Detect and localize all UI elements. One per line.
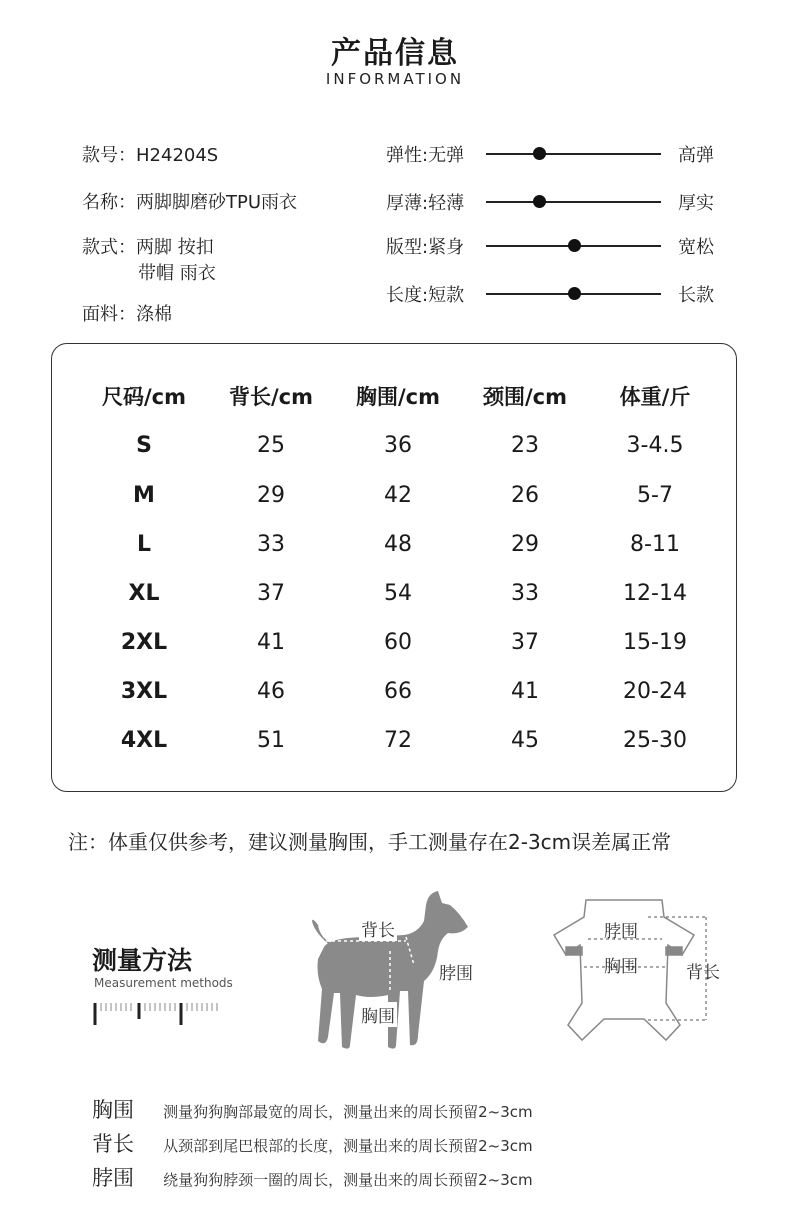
page-subtitle: INFORMATION (325, 70, 465, 88)
table-cell: 33 (257, 532, 285, 557)
table-cell: 29 (257, 483, 285, 508)
table-cell: 46 (257, 679, 285, 704)
table-size-cell: M (133, 483, 155, 508)
garment-label-back: 背长 (686, 963, 720, 983)
scale-marker (568, 239, 581, 252)
size-table (51, 343, 737, 792)
spec-name: 名称：两脚脚磨砂TPU雨衣 (82, 192, 298, 213)
table-cell: 60 (384, 630, 412, 655)
table-cell: 26 (511, 483, 539, 508)
measure-item-label: 胸围 (92, 1098, 134, 1122)
spec-style-cont: 带帽 雨衣 (138, 263, 216, 284)
garment-label-chest: 胸围 (604, 957, 638, 977)
table-cell: 12-14 (623, 581, 687, 606)
dog-label-neck: 脖围 (439, 964, 473, 984)
measure-item-back (92, 1128, 533, 1158)
measure-item-label: 背长 (92, 1132, 134, 1156)
table-cell: 66 (384, 679, 412, 704)
table-cell: 15-19 (623, 630, 687, 655)
scale-left-label: 弹性:无弹 (386, 145, 465, 166)
measure-item-neck (92, 1162, 533, 1192)
dog-label-back: 背长 (359, 916, 397, 941)
table-cell: 29 (511, 532, 539, 557)
table-cell: 23 (511, 433, 539, 458)
scale-thickness (386, 189, 726, 213)
table-header-cell: 尺码/cm (102, 385, 186, 409)
scale-marker (533, 195, 546, 208)
measure-item-label: 脖围 (92, 1166, 134, 1190)
scale-marker (568, 287, 581, 300)
ruler-icon (93, 999, 223, 1027)
page-title: 产品信息 (331, 36, 459, 71)
scale-track (486, 293, 661, 295)
scale-right-label: 厚实 (678, 193, 714, 214)
scale-track (486, 245, 661, 247)
scale-left-label: 长度:短款 (386, 285, 465, 306)
table-size-cell: 2XL (120, 630, 168, 655)
table-header-cell: 胸围/cm (356, 385, 440, 409)
table-cell: 3-4.5 (626, 433, 684, 458)
table-cell: 5-7 (637, 483, 673, 508)
spec-model: 款号：H24204S (82, 145, 219, 166)
measure-item-desc: 从颈部到尾巴根部的长度，测量出来的周长预留2~3cm (163, 1137, 533, 1155)
table-size-cell: 3XL (120, 679, 168, 704)
table-cell: 72 (384, 728, 412, 753)
table-cell: 54 (384, 581, 412, 606)
table-cell: 25 (257, 433, 285, 458)
dog-label-chest: 胸围 (359, 1002, 397, 1027)
table-cell: 37 (511, 630, 539, 655)
table-size-cell: XL (128, 581, 160, 606)
scale-fit (386, 233, 726, 257)
table-size-cell: S (136, 433, 152, 458)
scale-track (486, 201, 661, 203)
measure-item-chest (92, 1094, 533, 1124)
table-cell: 20-24 (623, 679, 687, 704)
spec-fabric: 面料：涤棉 (82, 304, 172, 325)
garment-label-neck: 脖围 (604, 922, 638, 942)
scale-right-label: 高弹 (678, 145, 714, 166)
table-cell: 36 (384, 433, 412, 458)
table-cell: 42 (384, 483, 412, 508)
table-cell: 37 (257, 581, 285, 606)
scale-right-label: 长款 (678, 285, 714, 306)
table-header-cell: 体重/斤 (619, 385, 691, 409)
scale-right-label: 宽松 (678, 237, 714, 258)
table-cell: 51 (257, 728, 285, 753)
scale-left-label: 版型:紧身 (386, 237, 465, 258)
measure-title: 测量方法 (92, 946, 193, 975)
size-note: 注：体重仅供参考，建议测量胸围，手工测量存在2-3cm误差属正常 (68, 830, 672, 854)
table-cell: 41 (511, 679, 539, 704)
scale-marker (533, 147, 546, 160)
table-cell: 41 (257, 630, 285, 655)
table-size-cell: 4XL (120, 728, 168, 753)
table-cell: 48 (384, 532, 412, 557)
scale-track (486, 153, 661, 155)
scale-length (386, 281, 726, 305)
measure-item-desc: 绕量狗狗脖颈一圈的周长，测量出来的周长预留2~3cm (163, 1171, 533, 1189)
scale-elasticity (386, 141, 726, 165)
table-cell: 33 (511, 581, 539, 606)
table-cell: 25-30 (623, 728, 687, 753)
measure-item-desc: 测量狗狗胸部最宽的周长，测量出来的周长预留2~3cm (163, 1103, 533, 1121)
table-cell: 8-11 (630, 532, 680, 557)
table-header-cell: 背长/cm (229, 385, 313, 409)
table-header-cell: 颈围/cm (483, 385, 567, 409)
measure-subtitle: Measurement methods (94, 976, 233, 990)
table-cell: 45 (511, 728, 539, 753)
table-size-cell: L (136, 532, 152, 557)
spec-style: 款式：两脚 按扣 (82, 237, 214, 258)
scale-left-label: 厚薄:轻薄 (386, 193, 465, 214)
